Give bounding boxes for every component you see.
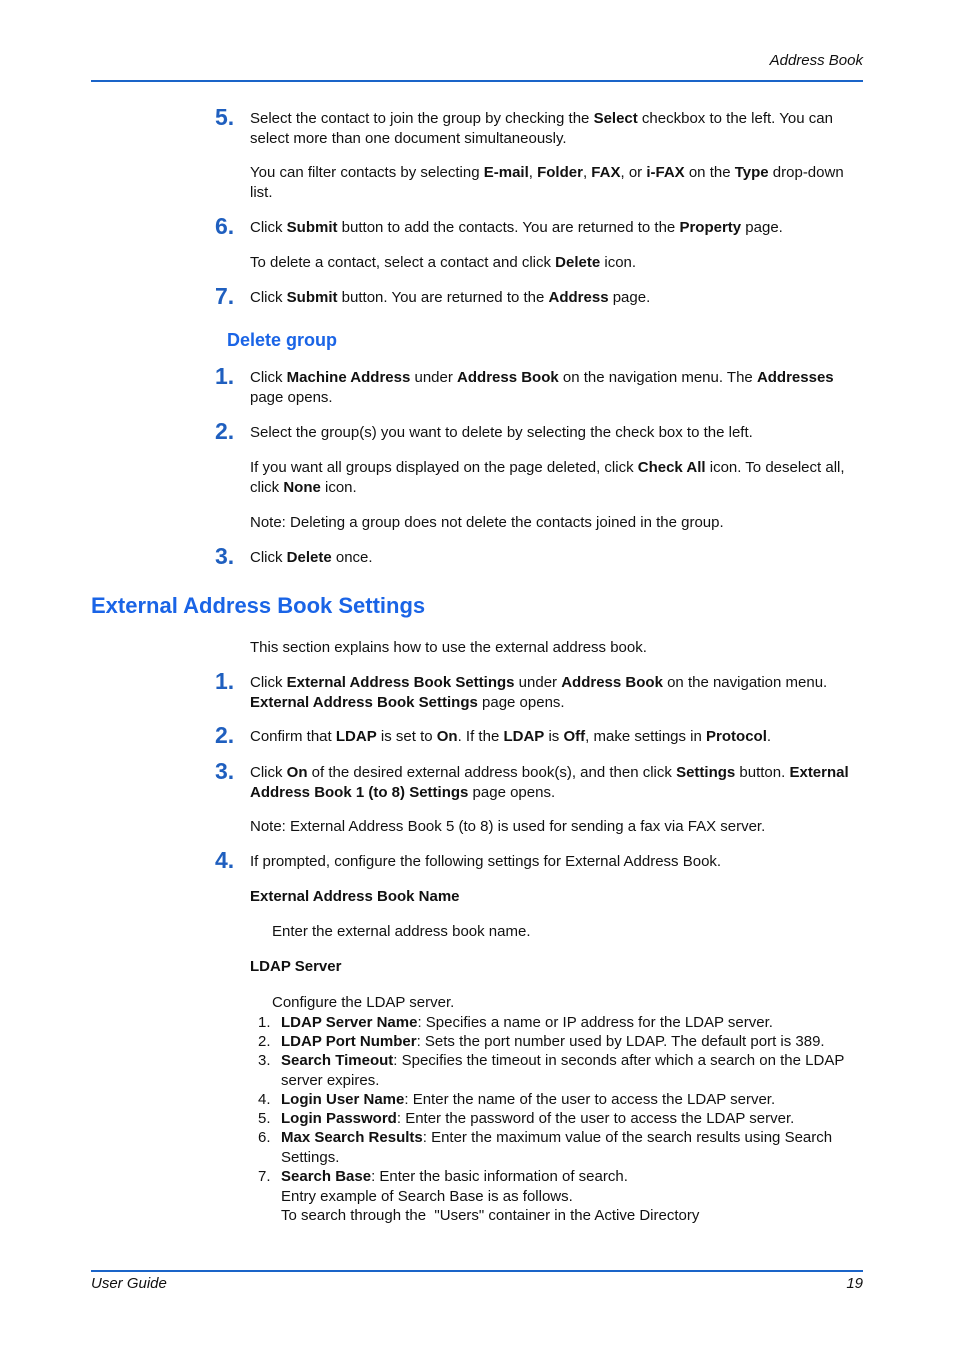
page-number: 19 bbox=[846, 1275, 863, 1292]
list-item-number: 6. bbox=[258, 1129, 271, 1146]
step-number: 1. bbox=[215, 363, 235, 389]
step-number: 4. bbox=[215, 847, 235, 873]
list-item-text: LDAP Server Name: Specifies a name or IP address for the LDAP server. bbox=[281, 1014, 773, 1031]
list-item-text: LDAP Port Number: Sets the port number used by LDAP. The default port is 389. bbox=[281, 1033, 825, 1050]
running-header-title: Address Book bbox=[769, 52, 863, 69]
section-heading: External Address Book Settings bbox=[91, 593, 426, 618]
step-text: Click External Address Book Settings under Address Book on the navigation menu. External Address Book Settings page opens. bbox=[250, 674, 828, 711]
step-number: 2. bbox=[215, 722, 235, 748]
setting-label: External Address Book Name bbox=[250, 888, 460, 905]
step-text: Click On of the desired external address book(s), and then click Settings button. External Address Book 1 (to 8) Settings page opens. bbox=[250, 764, 849, 801]
footer-rule bbox=[91, 1270, 863, 1272]
list-item-text: Login Password: Enter the password of the user to access the LDAP server. bbox=[281, 1110, 795, 1127]
list-item-number: 5. bbox=[258, 1110, 271, 1127]
step-text: Select the contact to join the group by checking the Select checkbox to the left. You can select more than one document simultaneously. bbox=[250, 110, 833, 147]
note-text: Note: External Address Book 5 (to 8) is used for sending a fax via FAX server. bbox=[250, 818, 766, 835]
list-item-text: Search Base: Enter the basic information of search. Entry example of Search Base is as follows. To search through the "Users" container in the Active Directory bbox=[281, 1168, 700, 1224]
list-item-number: 3. bbox=[258, 1052, 271, 1069]
step-text: Click Submit button. You are returned to the Address page. bbox=[250, 289, 651, 306]
step-number: 3. bbox=[215, 758, 235, 784]
list-item-number: 7. bbox=[258, 1168, 271, 1185]
step-number: 5. bbox=[215, 104, 235, 130]
list-item-text: Search Timeout: Specifies the timeout in seconds after which a search on the LDAP server expires. bbox=[281, 1052, 845, 1089]
footer-doc-title: User Guide bbox=[91, 1275, 167, 1292]
step-number: 1. bbox=[215, 668, 235, 694]
note-text: Note: Deleting a group does not delete the contacts joined in the group. bbox=[250, 514, 724, 531]
list-item-text: Max Search Results: Enter the maximum value of the search results using Search Settings. bbox=[281, 1129, 833, 1166]
step-text: Confirm that LDAP is set to On. If the LDAP is Off, make settings in Protocol. bbox=[250, 728, 772, 745]
step-text: To delete a contact, select a contact and click Delete icon. bbox=[250, 254, 637, 271]
step-text: Click Delete once. bbox=[250, 549, 373, 566]
list-item-number: 4. bbox=[258, 1091, 271, 1108]
step-number: 7. bbox=[215, 283, 235, 309]
step-text: Click Machine Address under Address Book on the navigation menu. The Addresses page opens. bbox=[250, 369, 834, 406]
section-intro: This section explains how to use the external address book. bbox=[250, 639, 647, 656]
header-rule bbox=[91, 80, 863, 82]
list-item-text: Login User Name: Enter the name of the user to access the LDAP server. bbox=[281, 1091, 776, 1108]
step-text: You can filter contacts by selecting E-mail, Folder, FAX, or i-FAX on the Type drop-down list. bbox=[250, 164, 844, 201]
step-number: 2. bbox=[215, 418, 235, 444]
setting-label: LDAP Server bbox=[250, 958, 342, 975]
setting-description: Enter the external address book name. bbox=[272, 923, 531, 940]
step-text: If prompted, configure the following settings for External Address Book. bbox=[250, 853, 722, 870]
subsection-heading: Delete group bbox=[227, 330, 338, 350]
setting-description: Configure the LDAP server. bbox=[272, 994, 455, 1011]
step-text: Click Submit button to add the contacts. You are returned to the Property page. bbox=[250, 219, 783, 236]
step-text: Select the group(s) you want to delete by selecting the check box to the left. bbox=[250, 424, 753, 441]
list-item-number: 2. bbox=[258, 1033, 271, 1050]
step-number: 6. bbox=[215, 213, 235, 239]
step-text: If you want all groups displayed on the page deleted, click Check All icon. To deselect all, click None icon. bbox=[250, 459, 845, 496]
step-number: 3. bbox=[215, 543, 235, 569]
list-item-number: 1. bbox=[258, 1014, 271, 1031]
